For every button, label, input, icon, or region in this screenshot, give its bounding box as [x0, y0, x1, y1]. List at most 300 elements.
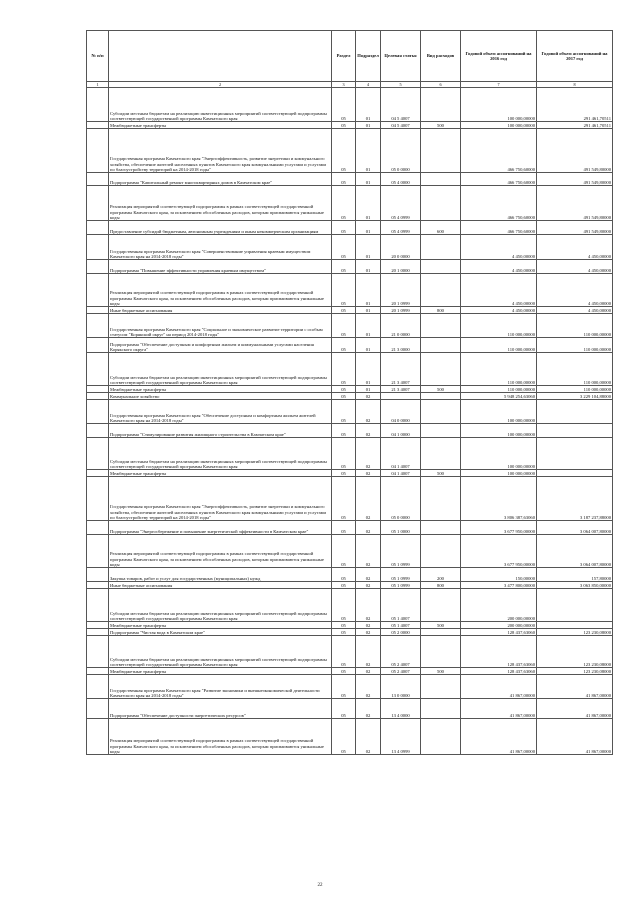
colnum: 8: [537, 82, 613, 88]
row-num: [87, 122, 109, 129]
table-row: [87, 582, 613, 589]
row-amount-2016: 110 000,00000: [461, 386, 537, 393]
row-num: [87, 668, 109, 675]
row-expense: 600: [421, 221, 461, 235]
header-2016: Годовой объем ассигнований на 2016 год: [461, 31, 537, 82]
header-expense: Вид расходов: [421, 31, 461, 82]
row-target: 20 1 0999: [381, 307, 421, 314]
row-section: 05: [332, 589, 356, 622]
row-num: [87, 424, 109, 438]
row-subsection: 02: [356, 668, 381, 675]
row-target: 05 1 0000: [381, 521, 421, 535]
row-expense: [421, 353, 461, 386]
row-subsection: 02: [356, 582, 381, 589]
row-subsection: 01: [356, 274, 381, 307]
row-expense: [421, 314, 461, 338]
budget-table: [86, 30, 613, 755]
row-target: 05 0 0000: [381, 477, 421, 521]
header-2017: Годовой объем ассигнований на 2017 год: [537, 31, 613, 82]
row-amount-2016: 200 000,00000: [461, 589, 537, 622]
row-num: [87, 622, 109, 629]
row-expense: [421, 235, 461, 260]
row-section: 05: [332, 221, 356, 235]
row-amount-2017: [537, 589, 613, 622]
row-section: 05: [332, 582, 356, 589]
colnum: 5: [381, 82, 421, 88]
row-name: Подпрограмма "Повышение эффективности управления краевым имуществом": [109, 260, 332, 274]
header-target: Целевая статья: [381, 31, 421, 82]
row-num: [87, 314, 109, 338]
row-num: [87, 582, 109, 589]
row-amount-2017: 3 064 007,80000: [537, 535, 613, 568]
row-target: 04 1 0000: [381, 424, 421, 438]
row-section: 05: [332, 719, 356, 755]
row-target: [381, 393, 421, 400]
row-target: 05 2 4007: [381, 668, 421, 675]
row-amount-2017: 291 461,70511: [537, 88, 613, 122]
row-name: Субсидии местным бюджетам на реализацию инвестиционных мероприятий соответствующей подпрограммы соответствующей государственной программы Камчатского края: [109, 353, 332, 386]
row-name: Государственная программа Камчатского края "Энергоэффективность, развитие энергетики и коммунального хозяйства, обеспечение жителей населенных пунктов Камчатского края коммунальными услугами и услугами по благоустройству территорий на 2014-2018 годы": [109, 477, 332, 521]
colnum: 2: [109, 82, 332, 88]
table-row: [87, 629, 613, 636]
row-name: Межбюджетные трансферты: [109, 668, 332, 675]
row-num: [87, 235, 109, 260]
row-amount-2017: 123 230,08000: [537, 636, 613, 668]
row-amount-2017: [537, 470, 613, 477]
row-section: 05: [332, 477, 356, 521]
row-amount-2016: 41 867,00000: [461, 675, 537, 699]
table-row: [87, 314, 613, 338]
row-name: Подпрограмма "Капитальный ремонт многоквартирных домов в Камчатском крае": [109, 173, 332, 186]
row-expense: [421, 129, 461, 173]
row-target: 04 5 4007: [381, 88, 421, 122]
row-amount-2017: 110 000,00000: [537, 338, 613, 353]
row-num: [87, 129, 109, 173]
row-expense: 500: [421, 622, 461, 629]
row-amount-2017: 157,80000: [537, 568, 613, 582]
row-subsection: 01: [356, 260, 381, 274]
row-section: 05: [332, 400, 356, 424]
row-section: 05: [332, 438, 356, 470]
row-target: 21 3 0000: [381, 338, 421, 353]
row-num: [87, 353, 109, 386]
row-num: [87, 589, 109, 622]
row-expense: [421, 636, 461, 668]
row-section: 05: [332, 314, 356, 338]
table-row: [87, 589, 613, 622]
row-target: 04 1 4007: [381, 438, 421, 470]
row-amount-2017: 41 867,00000: [537, 699, 613, 719]
row-amount-2016: 3 677 950,00000: [461, 535, 537, 568]
row-expense: [421, 589, 461, 622]
row-expense: 200: [421, 568, 461, 582]
row-name: Закупка товаров, работ и услуг для государственных (муниципальных) нужд: [109, 568, 332, 582]
row-subsection: 02: [356, 636, 381, 668]
row-section: 05: [332, 122, 356, 129]
row-expense: [421, 699, 461, 719]
row-amount-2017: 3 229 104,88000: [537, 393, 613, 400]
row-name: Иные бюджетные ассигнования: [109, 307, 332, 314]
row-name: Государственная программа Камчатского края "Совершенствование управления краевым имуществом Камчатского края на 2014-2018 годы": [109, 235, 332, 260]
table-row: [87, 438, 613, 470]
row-num: [87, 477, 109, 521]
row-num: [87, 636, 109, 668]
row-section: 05: [332, 668, 356, 675]
row-section: 05: [332, 424, 356, 438]
table-row: [87, 477, 613, 521]
row-amount-2017: [537, 424, 613, 438]
colnum: 6: [421, 82, 461, 88]
row-name: Межбюджетные трансферты: [109, 470, 332, 477]
row-amount-2016: 466 750,60000: [461, 186, 537, 221]
row-amount-2016: 128 437,63060: [461, 668, 537, 675]
row-section: 05: [332, 675, 356, 699]
row-amount-2017: [537, 622, 613, 629]
row-amount-2017: 491 549,80000: [537, 173, 613, 186]
row-section: 05: [332, 338, 356, 353]
row-num: [87, 88, 109, 122]
row-name: Субсидии местным бюджетам на реализацию инвестиционных мероприятий соответствующей подпрограммы соответствующей государственной программы Камчатского края: [109, 438, 332, 470]
row-section: 05: [332, 393, 356, 400]
row-amount-2016: 466 750,60000: [461, 173, 537, 186]
row-expense: 500: [421, 386, 461, 393]
row-section: 05: [332, 629, 356, 636]
row-expense: [421, 629, 461, 636]
row-amount-2016: 3 677 950,00000: [461, 521, 537, 535]
row-amount-2017: 4 450,00000: [537, 260, 613, 274]
table-body: [87, 88, 613, 755]
row-amount-2017: 41 867,00000: [537, 719, 613, 755]
table-row: [87, 470, 613, 477]
row-expense: [421, 400, 461, 424]
row-amount-2016: 466 750,60000: [461, 129, 537, 173]
row-amount-2016: 3 806 387,63060: [461, 477, 537, 521]
row-amount-2017: [537, 400, 613, 424]
row-section: 05: [332, 186, 356, 221]
row-num: [87, 186, 109, 221]
row-num: [87, 400, 109, 424]
row-section: 05: [332, 353, 356, 386]
table-row: [87, 274, 613, 307]
row-subsection: 02: [356, 393, 381, 400]
row-name: Межбюджетные трансферты: [109, 622, 332, 629]
table-row: [87, 386, 613, 393]
row-subsection: 01: [356, 338, 381, 353]
row-subsection: 01: [356, 186, 381, 221]
row-amount-2017: 123 230,08000: [537, 629, 613, 636]
row-section: 05: [332, 470, 356, 477]
row-num: [87, 470, 109, 477]
row-subsection: 02: [356, 719, 381, 755]
row-expense: [421, 424, 461, 438]
row-subsection: 01: [356, 353, 381, 386]
row-target: 13 0 0000: [381, 675, 421, 699]
row-target: 13 4 0999: [381, 719, 421, 755]
row-subsection: 01: [356, 386, 381, 393]
row-section: 05: [332, 622, 356, 629]
row-expense: [421, 260, 461, 274]
row-amount-2016: 110 000,00000: [461, 353, 537, 386]
row-section: 05: [332, 636, 356, 668]
row-amount-2016: 110 000,00000: [461, 314, 537, 338]
table-row: [87, 521, 613, 535]
row-target: 21 3 4007: [381, 353, 421, 386]
row-name: Государственная программа Камчатского края "Обеспечение доступным и комфортным жильем жителей Камчатского края на 2014-2018 годы": [109, 400, 332, 424]
row-name: Субсидии местным бюджетам на реализацию инвестиционных мероприятий соответствующей подпрограммы соответствующей государственной программы Камчатского края: [109, 589, 332, 622]
row-target: 05 2 0000: [381, 629, 421, 636]
row-section: 05: [332, 307, 356, 314]
row-num: [87, 338, 109, 353]
row-name: Межбюджетные трансферты: [109, 386, 332, 393]
row-subsection: 01: [356, 314, 381, 338]
row-subsection: 02: [356, 622, 381, 629]
row-subsection: 01: [356, 129, 381, 173]
row-section: 05: [332, 521, 356, 535]
row-name: Коммунальное хозяйство: [109, 393, 332, 400]
header-subsection: Подраздел: [356, 31, 381, 82]
row-expense: [421, 274, 461, 307]
row-target: 20 1 0999: [381, 274, 421, 307]
row-subsection: 01: [356, 173, 381, 186]
table-row: [87, 221, 613, 235]
colnum: 7: [461, 82, 537, 88]
row-section: 05: [332, 274, 356, 307]
row-num: [87, 699, 109, 719]
row-num: [87, 719, 109, 755]
row-expense: 800: [421, 582, 461, 589]
row-subsection: 02: [356, 521, 381, 535]
row-subsection: 02: [356, 438, 381, 470]
row-target: 20 1 0000: [381, 260, 421, 274]
row-section: 05: [332, 173, 356, 186]
table-row: [87, 129, 613, 173]
row-amount-2016: 41 867,00000: [461, 699, 537, 719]
row-section: 05: [332, 386, 356, 393]
colnum: 3: [332, 82, 356, 88]
row-num: [87, 438, 109, 470]
row-section: 05: [332, 129, 356, 173]
table-row: [87, 307, 613, 314]
row-amount-2016: 100 000,00000: [461, 400, 537, 424]
row-num: [87, 386, 109, 393]
row-amount-2016: 4 450,00000: [461, 260, 537, 274]
row-expense: [421, 477, 461, 521]
row-name: Субсидии местным бюджетам на реализацию инвестиционных мероприятий соответствующей подпрограммы соответствующей государственной программы Камчатского края: [109, 88, 332, 122]
row-amount-2016: 128 437,63060: [461, 636, 537, 668]
row-amount-2017: 491 549,80000: [537, 221, 613, 235]
table-row: [87, 675, 613, 699]
row-target: 05 4 0999: [381, 186, 421, 221]
row-amount-2017: 491 549,80000: [537, 129, 613, 173]
row-amount-2016: 466 750,60000: [461, 221, 537, 235]
row-num: [87, 675, 109, 699]
row-subsection: 02: [356, 699, 381, 719]
row-amount-2016: 100 000,00000: [461, 470, 537, 477]
row-amount-2017: 3 064 007,80000: [537, 521, 613, 535]
row-target: 05 4 0999: [381, 221, 421, 235]
row-expense: 500: [421, 122, 461, 129]
table-row: [87, 173, 613, 186]
table-row: [87, 186, 613, 221]
row-target: 04 5 4007: [381, 122, 421, 129]
row-subsection: 02: [356, 470, 381, 477]
row-expense: [421, 88, 461, 122]
row-amount-2017: [537, 438, 613, 470]
row-expense: [421, 675, 461, 699]
row-subsection: 01: [356, 221, 381, 235]
row-amount-2016: 4 450,00000: [461, 274, 537, 307]
table-row: [87, 699, 613, 719]
row-name: Предоставление субсидий бюджетным, автономным учреждениям и иным некоммерческим организациям: [109, 221, 332, 235]
row-num: [87, 629, 109, 636]
table-row: [87, 568, 613, 582]
row-section: 05: [332, 235, 356, 260]
row-target: 05 4 0000: [381, 173, 421, 186]
row-subsection: 02: [356, 589, 381, 622]
row-name: Межбюджетные трансферты: [109, 122, 332, 129]
row-target: 05 1 0999: [381, 535, 421, 568]
table-row: [87, 535, 613, 568]
row-subsection: 02: [356, 535, 381, 568]
row-amount-2016: 41 867,00000: [461, 719, 537, 755]
row-amount-2017: 3 187 237,88000: [537, 477, 613, 521]
row-amount-2016: 4 450,00000: [461, 307, 537, 314]
row-num: [87, 521, 109, 535]
row-amount-2016: 110 000,00000: [461, 338, 537, 353]
row-target: 04 1 4007: [381, 470, 421, 477]
row-target: 04 0 0000: [381, 400, 421, 424]
row-amount-2016: 3 477 800,00000: [461, 582, 537, 589]
row-amount-2017: 110 000,00000: [537, 353, 613, 386]
row-num: [87, 260, 109, 274]
row-target: 05 1 0999: [381, 568, 421, 582]
row-amount-2017: 4 450,00000: [537, 274, 613, 307]
row-amount-2017: 4 450,00000: [537, 235, 613, 260]
table-row: [87, 719, 613, 755]
table-row: [87, 622, 613, 629]
row-num: [87, 393, 109, 400]
row-name: Реализация мероприятий соответствующей подпрограммы в рамках соответствующей государственной программы Камчатского края, за исключением обособленных расходов, которым присваиваются уникальные коды: [109, 186, 332, 221]
row-expense: [421, 719, 461, 755]
table-row: [87, 393, 613, 400]
row-name: Реализация мероприятий соответствующей подпрограммы в рамках соответствующей государственной программы Камчатского края, за исключением обособленных расходов, которым присваиваются уникальные коды: [109, 535, 332, 568]
table-row: [87, 400, 613, 424]
row-target: 05 1 4007: [381, 589, 421, 622]
row-target: 05 1 0999: [381, 582, 421, 589]
table-row: [87, 668, 613, 675]
row-expense: [421, 535, 461, 568]
row-section: 05: [332, 699, 356, 719]
row-name: Реализация мероприятий соответствующей подпрограммы в рамках соответствующей государственной программы Камчатского края, за исключением обособленных расходов, которым присваиваются уникальные коды: [109, 719, 332, 755]
row-name: Подпрограмма "Стимулирование развития жилищного строительства в Камчатском крае": [109, 424, 332, 438]
row-name: Подпрограмма "Обеспечение доступным и комфортным жильем и коммунальными услугами населения Корякского округа": [109, 338, 332, 353]
table-row: [87, 338, 613, 353]
row-subsection: 02: [356, 629, 381, 636]
row-expense: [421, 186, 461, 221]
row-amount-2016: 100 000,00000: [461, 424, 537, 438]
budget-table-page: [86, 30, 612, 755]
row-amount-2017: 491 549,80000: [537, 186, 613, 221]
row-name: Государственная программа Камчатского края "Развитие экономики и внешнеэкономической деятельности Камчатского края на 2014-2018 годы": [109, 675, 332, 699]
row-section: 05: [332, 88, 356, 122]
header-num: № п/п: [87, 31, 109, 82]
row-subsection: 02: [356, 568, 381, 582]
row-expense: [421, 393, 461, 400]
row-amount-2017: 110 000,00000: [537, 386, 613, 393]
row-name: Государственная программа Камчатского края "Энергоэффективность, развитие энергетики и коммунального хозяйства, обеспечение жителей населенных пунктов Камчатского края коммунальными услугами и услугами по благоустройству территорий на 2014-2018 годы": [109, 129, 332, 173]
colnum: 4: [356, 82, 381, 88]
row-amount-2017: 123 230,08000: [537, 668, 613, 675]
row-name: Иные бюджетные ассигнования: [109, 582, 332, 589]
header-name: [109, 31, 332, 82]
colnum: 1: [87, 82, 109, 88]
header-section: Раздел: [332, 31, 356, 82]
row-expense: [421, 521, 461, 535]
row-amount-2017: 3 063 850,00000: [537, 582, 613, 589]
row-subsection: 01: [356, 307, 381, 314]
row-section: 05: [332, 568, 356, 582]
row-subsection: 02: [356, 400, 381, 424]
row-num: [87, 274, 109, 307]
table-row: [87, 235, 613, 260]
row-section: 05: [332, 535, 356, 568]
row-name: Подпрограмма "Обеспечение доступности энергетических ресурсов": [109, 699, 332, 719]
row-name: Подпрограмма "Чистая вода в Камчатском крае": [109, 629, 332, 636]
row-amount-2016: 100 000,00000: [461, 122, 537, 129]
row-name: Субсидии местным бюджетам на реализацию инвестиционных мероприятий соответствующей подпрограммы соответствующей государственной программы Камчатского края: [109, 636, 332, 668]
row-expense: [421, 438, 461, 470]
row-amount-2016: 100 000,00000: [461, 438, 537, 470]
table-row: [87, 88, 613, 122]
row-target: 05 0 0000: [381, 129, 421, 173]
row-target: 13 4 0000: [381, 699, 421, 719]
row-amount-2017: 110 000,00000: [537, 314, 613, 338]
row-target: 21 3 4007: [381, 386, 421, 393]
row-target: 05 2 4007: [381, 636, 421, 668]
row-name: Реализация мероприятий соответствующей подпрограммы в рамках соответствующей государственной программы Камчатского края, за исключением обособленных расходов, которым присваиваются уникальные коды: [109, 274, 332, 307]
row-amount-2016: 128 437,63060: [461, 629, 537, 636]
table-row: [87, 353, 613, 386]
table-row: [87, 122, 613, 129]
row-expense: [421, 173, 461, 186]
row-expense: [421, 338, 461, 353]
row-name: Государственная программа Камчатского края "Социальное и экономическое развитие территории с особым статусом "Корякский округ" на период 2014-2018 годы": [109, 314, 332, 338]
row-subsection: 02: [356, 424, 381, 438]
row-expense: 500: [421, 668, 461, 675]
row-amount-2016: 5 948 254,63060: [461, 393, 537, 400]
row-amount-2016: 150,00000: [461, 568, 537, 582]
row-subsection: 02: [356, 477, 381, 521]
row-num: [87, 568, 109, 582]
row-subsection: 01: [356, 235, 381, 260]
row-subsection: 01: [356, 88, 381, 122]
row-subsection: 02: [356, 675, 381, 699]
row-num: [87, 307, 109, 314]
row-amount-2016: 100 000,00000: [461, 88, 537, 122]
row-expense: 500: [421, 470, 461, 477]
row-amount-2017: 4 450,00000: [537, 307, 613, 314]
row-num: [87, 535, 109, 568]
row-amount-2016: 4 450,00000: [461, 235, 537, 260]
row-target: 20 0 0000: [381, 235, 421, 260]
row-num: [87, 221, 109, 235]
row-subsection: 01: [356, 122, 381, 129]
row-target: 05 1 4007: [381, 622, 421, 629]
row-section: 05: [332, 260, 356, 274]
table-row: [87, 636, 613, 668]
row-amount-2017: 291 461,70511: [537, 122, 613, 129]
row-target: 21 0 0000: [381, 314, 421, 338]
